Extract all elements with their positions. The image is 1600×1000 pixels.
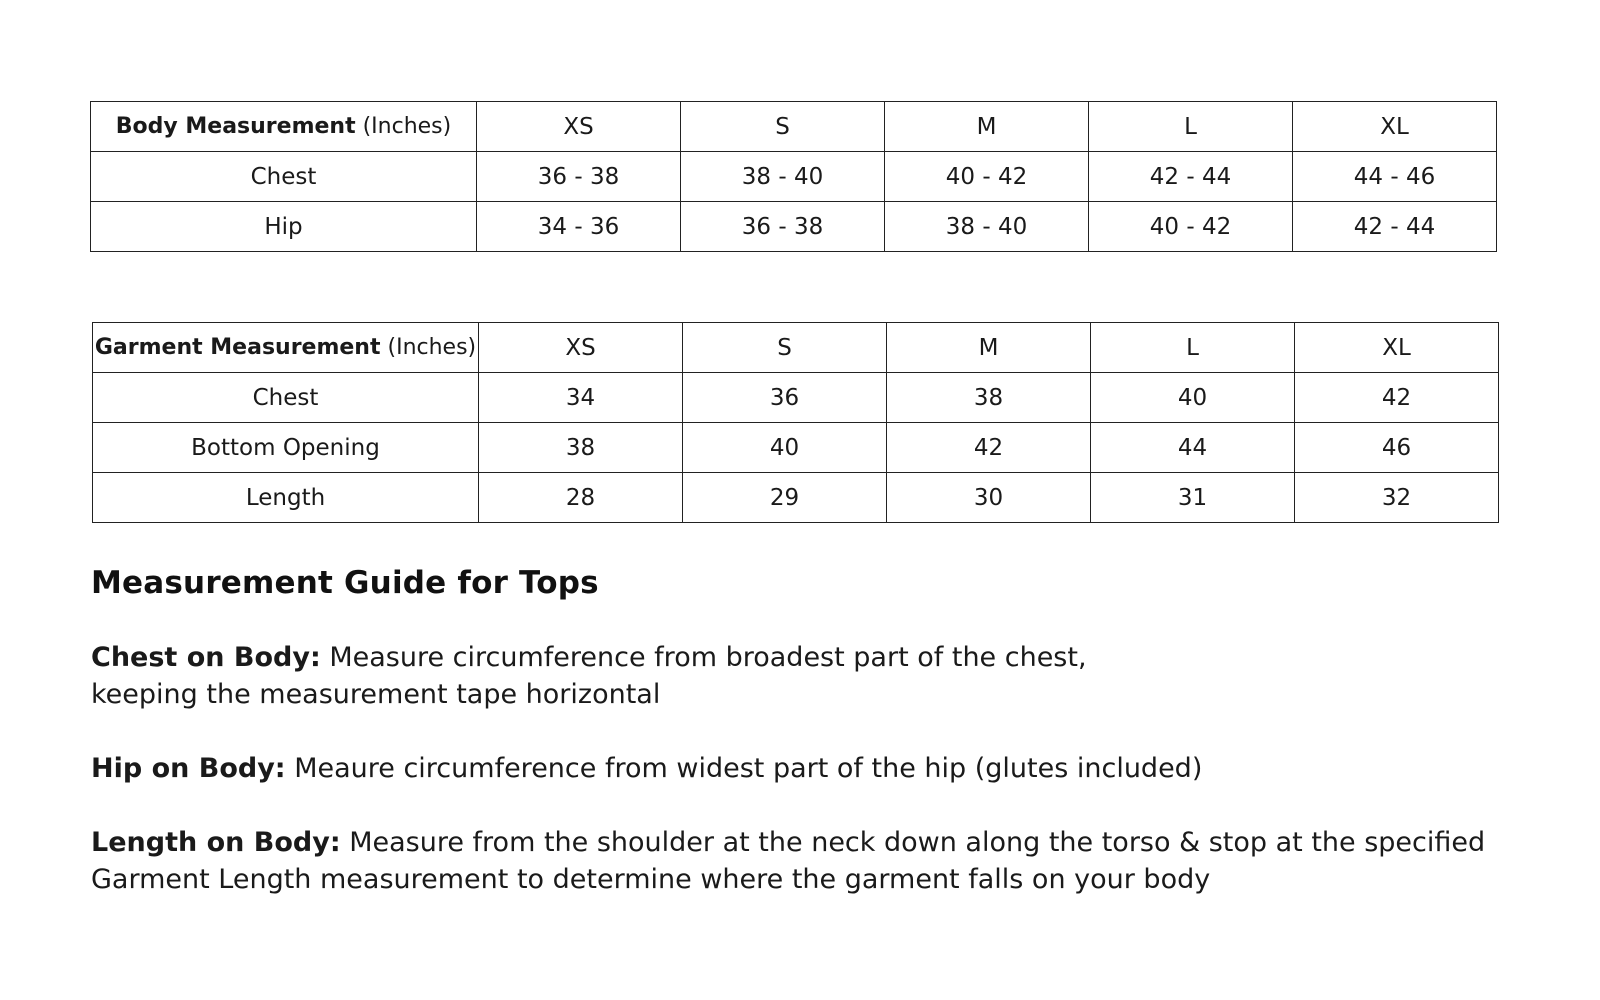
table-cell: 36 - 38	[681, 202, 885, 252]
guide-line	[91, 639, 1571, 676]
size-header-xs: XS	[479, 323, 683, 373]
table-cell: 28	[479, 473, 683, 523]
guide-line	[91, 750, 1571, 787]
guide-term: Hip on Body:	[91, 753, 286, 784]
guide-term: Chest on Body:	[91, 642, 321, 673]
table-cell: 40 - 42	[885, 152, 1089, 202]
row-label: Length	[93, 473, 479, 523]
table-header-row	[91, 102, 1497, 152]
table-header-row	[93, 323, 1499, 373]
table-cell: 40	[683, 423, 887, 473]
table-cell: 38	[479, 423, 683, 473]
row-label: Hip	[91, 202, 477, 252]
guide-title: Measurement Guide for Tops	[91, 565, 599, 601]
table-cell: 29	[683, 473, 887, 523]
table-cell: 36 - 38	[477, 152, 681, 202]
table-cell: 30	[887, 473, 1091, 523]
size-header-xl: XL	[1295, 323, 1499, 373]
table-row	[93, 423, 1499, 473]
table-row	[91, 202, 1497, 252]
table-cell: 31	[1091, 473, 1295, 523]
guide-item-hip	[91, 750, 1571, 787]
table-cell: 32	[1295, 473, 1499, 523]
guide-term: Length on Body:	[91, 827, 341, 858]
guide-line	[91, 824, 1571, 861]
size-header-m: M	[885, 102, 1089, 152]
row-label: Chest	[91, 152, 477, 202]
table-row	[93, 473, 1499, 523]
table-cell: 42	[1295, 373, 1499, 423]
guide-text: Measure from the shoulder at the neck down along the torso & stop at the specified	[340, 827, 1486, 858]
table-cell: 40	[1091, 373, 1295, 423]
table-cell: 44	[1091, 423, 1295, 473]
size-header-m: M	[887, 323, 1091, 373]
table-cell: 42 - 44	[1293, 202, 1497, 252]
table-header-label: Garment Measurement (Inches)	[93, 323, 479, 373]
size-header-l: L	[1091, 323, 1295, 373]
measurement-guide	[91, 565, 1571, 935]
table-row	[93, 373, 1499, 423]
table-row	[91, 152, 1497, 202]
guide-text: Measure circumference from broadest part of the chest,	[320, 642, 1087, 673]
guide-text: Garment Length measurement to determine where the garment falls on your body	[91, 864, 1211, 895]
size-header-xs: XS	[477, 102, 681, 152]
guide-item-chest	[91, 639, 1571, 713]
table-cell: 46	[1295, 423, 1499, 473]
table-cell: 44 - 46	[1293, 152, 1497, 202]
guide-text: keeping the measurement tape horizontal	[91, 679, 661, 710]
guide-item-length	[91, 824, 1571, 898]
size-header-l: L	[1089, 102, 1293, 152]
size-header-s: S	[683, 323, 887, 373]
table-cell: 40 - 42	[1089, 202, 1293, 252]
table-cell: 42 - 44	[1089, 152, 1293, 202]
table-cell: 38 - 40	[885, 202, 1089, 252]
table-cell: 38	[887, 373, 1091, 423]
table-cell: 34	[479, 373, 683, 423]
size-header-s: S	[681, 102, 885, 152]
body-measurement-table	[90, 101, 1497, 252]
table-cell: 38 - 40	[681, 152, 885, 202]
row-label: Bottom Opening	[93, 423, 479, 473]
guide-text: Meaure circumference from widest part of the hip (glutes included)	[285, 753, 1203, 784]
table-cell: 36	[683, 373, 887, 423]
table-header-label: Body Measurement (Inches)	[91, 102, 477, 152]
size-header-xl: XL	[1293, 102, 1497, 152]
table-cell: 34 - 36	[477, 202, 681, 252]
row-label: Chest	[93, 373, 479, 423]
garment-measurement-table	[92, 322, 1499, 523]
table-cell: 42	[887, 423, 1091, 473]
